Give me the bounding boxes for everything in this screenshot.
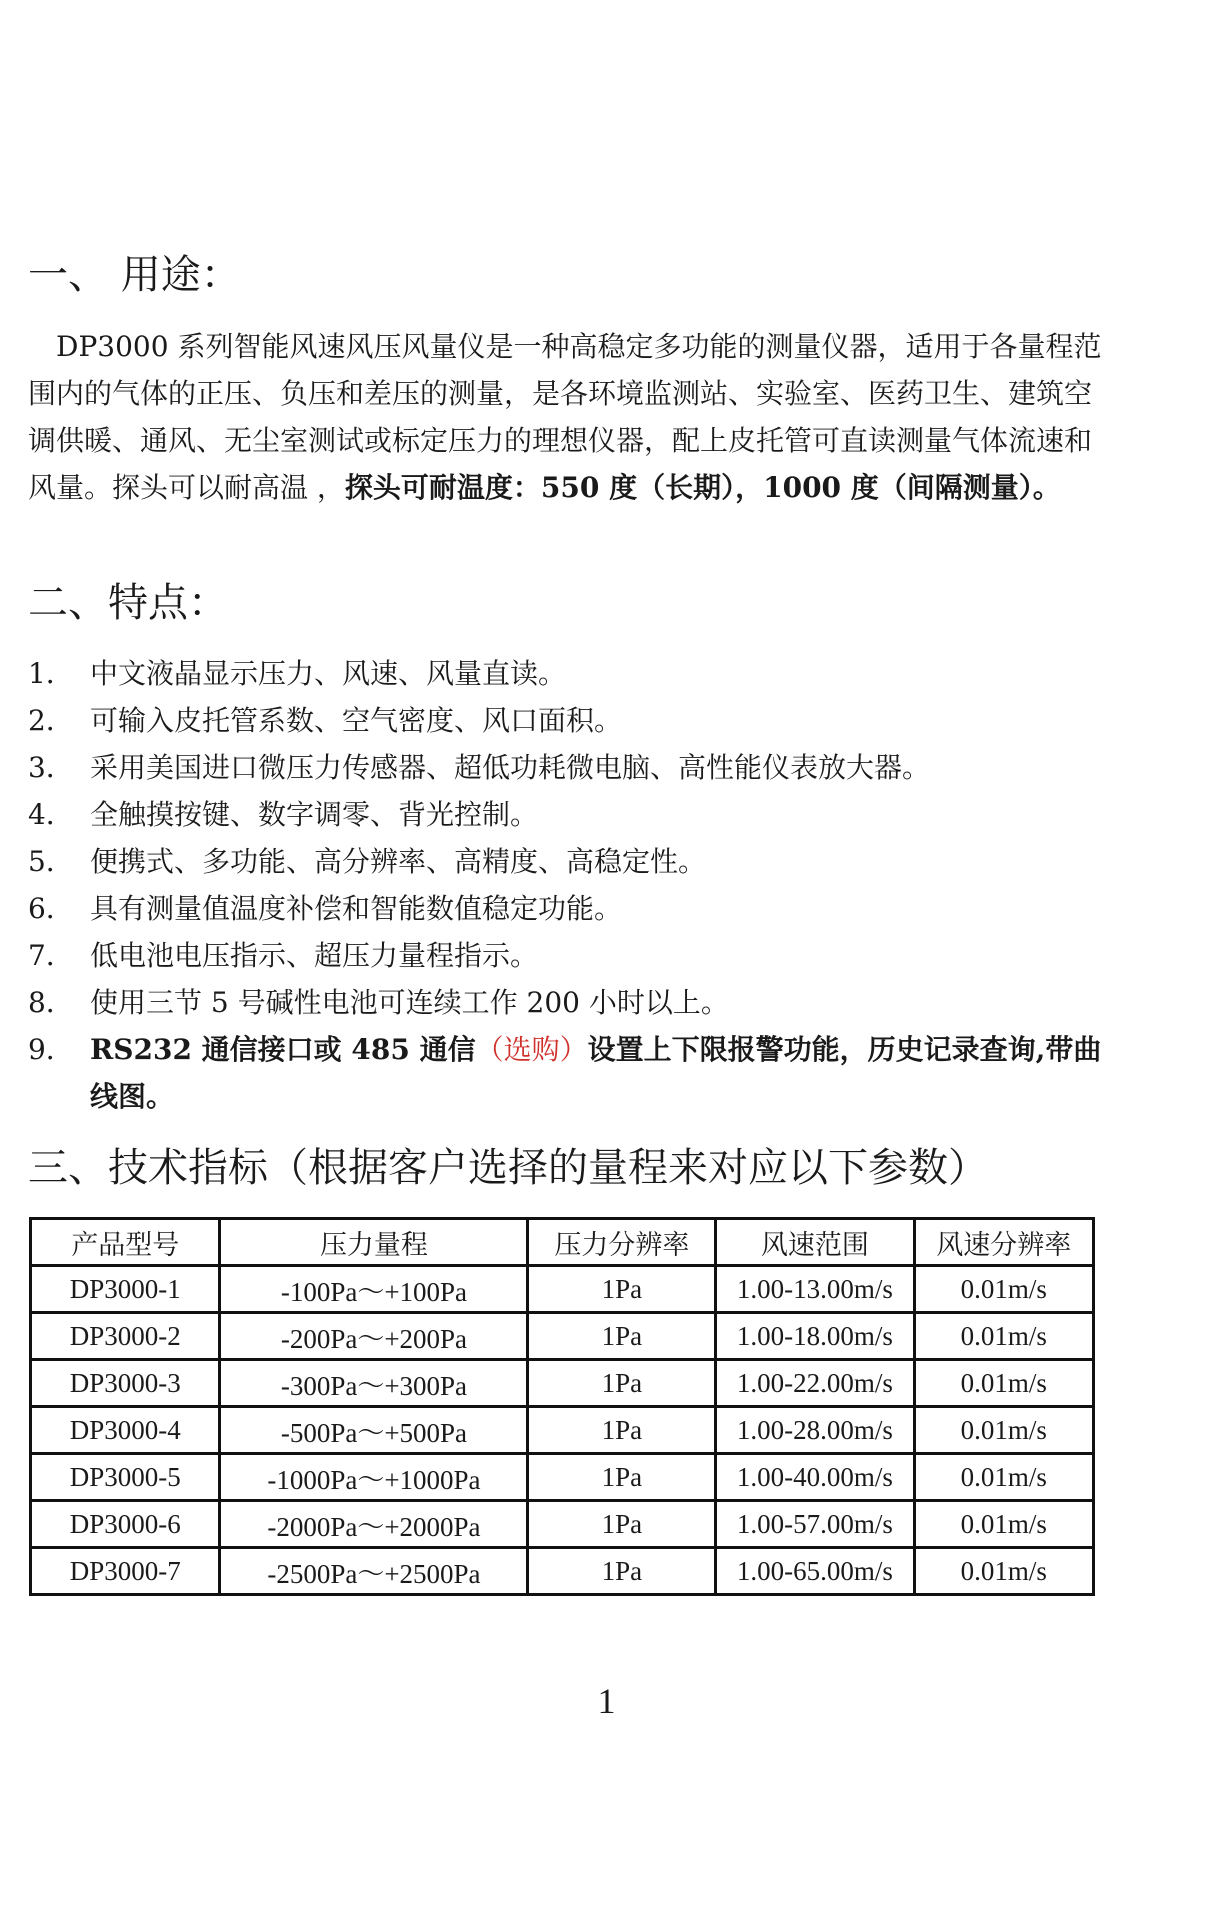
usage-paragraph xyxy=(28,323,1118,511)
item-number: 6． xyxy=(28,892,74,925)
table-row xyxy=(31,1501,1094,1548)
table-cell: -1000Pa～+1000Pa xyxy=(220,1454,528,1501)
table-cell: 1.00-18.00m/s xyxy=(716,1313,914,1360)
table-cell: 1Pa xyxy=(528,1266,716,1313)
table-cell: -2500Pa～+2500Pa xyxy=(220,1548,528,1595)
table-cell: -500Pa～+500Pa xyxy=(220,1407,528,1454)
feature-item-8 xyxy=(28,979,1118,1026)
table-cell: 1Pa xyxy=(528,1360,716,1407)
table-cell: DP3000-4 xyxy=(31,1407,220,1454)
table-cell: -2000Pa～+2000Pa xyxy=(220,1501,528,1548)
table-cell: 1Pa xyxy=(528,1454,716,1501)
table-cell: DP3000-7 xyxy=(31,1548,220,1595)
usage-bold-text: 探头可耐温度：550 度（长期），1000 度（间隔测量）。 xyxy=(344,471,1061,504)
table-row xyxy=(31,1548,1094,1595)
column-header: 产品型号 xyxy=(31,1219,220,1266)
feature-9-text-a: RS232 通信接口或 485 通信 xyxy=(90,1033,476,1066)
feature-item-4 xyxy=(28,791,1118,838)
feature-item-9 xyxy=(28,1026,1118,1120)
feature-text: 可输入皮托管系数、空气密度、风口面积。 xyxy=(90,704,623,737)
table-cell: DP3000-3 xyxy=(31,1360,220,1407)
table-cell: DP3000-6 xyxy=(31,1501,220,1548)
table-cell: 0.01m/s xyxy=(914,1454,1093,1501)
table-cell: 1.00-40.00m/s xyxy=(716,1454,914,1501)
table-cell: -300Pa～+300Pa xyxy=(220,1360,528,1407)
table-row xyxy=(31,1266,1094,1313)
feature-item-5 xyxy=(28,838,1118,885)
table-cell: 1.00-28.00m/s xyxy=(716,1407,914,1454)
table-row xyxy=(31,1360,1094,1407)
section-heading-specs: 三、技术指标（根据客户选择的量程来对应以下参数） xyxy=(28,1145,988,1191)
table-cell: 0.01m/s xyxy=(914,1548,1093,1595)
item-number: 8． xyxy=(28,986,74,1019)
table-row xyxy=(31,1454,1094,1501)
feature-item-3 xyxy=(28,744,1118,791)
feature-text: 中文液晶显示压力、风速、风量直读。 xyxy=(90,657,567,690)
feature-text: 采用美国进口微压力传感器、超低功耗微电脑、高性能仪表放大器。 xyxy=(90,751,931,784)
feature-item-1 xyxy=(28,650,1118,697)
column-header: 风速范围 xyxy=(716,1219,914,1266)
item-number: 3． xyxy=(28,751,74,784)
features-list xyxy=(28,650,1118,1120)
column-header: 压力量程 xyxy=(220,1219,528,1266)
table-cell: DP3000-1 xyxy=(31,1266,220,1313)
page-number: 1 xyxy=(597,1681,616,1721)
table-cell: 1Pa xyxy=(528,1407,716,1454)
optional-purchase-note: （选购） xyxy=(475,1033,588,1066)
table-header-row xyxy=(31,1219,1094,1266)
table-cell: DP3000-5 xyxy=(31,1454,220,1501)
table-cell: 0.01m/s xyxy=(914,1501,1093,1548)
table-cell: 1Pa xyxy=(528,1313,716,1360)
table-row xyxy=(31,1407,1094,1454)
table-cell: 1.00-57.00m/s xyxy=(716,1501,914,1548)
feature-item-7 xyxy=(28,932,1118,979)
table-cell: DP3000-2 xyxy=(31,1313,220,1360)
feature-item-6 xyxy=(28,885,1118,932)
table-cell: 1.00-13.00m/s xyxy=(716,1266,914,1313)
table-cell: 0.01m/s xyxy=(914,1360,1093,1407)
item-number: 7． xyxy=(28,939,74,972)
table-cell: 1.00-65.00m/s xyxy=(716,1548,914,1595)
table-cell: -100Pa～+100Pa xyxy=(220,1266,528,1313)
feature-text: 低电池电压指示、超压力量程指示。 xyxy=(90,939,539,972)
table-cell: 0.01m/s xyxy=(914,1313,1093,1360)
feature-text: 使用三节 5 号碱性电池可连续工作 200 小时以上。 xyxy=(90,986,729,1019)
table-row xyxy=(31,1313,1094,1360)
table-cell: -200Pa～+200Pa xyxy=(220,1313,528,1360)
spec-table xyxy=(29,1217,1095,1596)
item-number: 5． xyxy=(28,845,74,878)
table-cell: 1Pa xyxy=(528,1548,716,1595)
item-number: 9． xyxy=(28,1033,74,1066)
feature-item-2 xyxy=(28,697,1118,744)
column-header: 压力分辨率 xyxy=(528,1219,716,1266)
table-cell: 1.00-22.00m/s xyxy=(716,1360,914,1407)
feature-text: 具有测量值温度补偿和智能数值稳定功能。 xyxy=(90,892,623,925)
feature-text: 便携式、多功能、高分辨率、高精度、高稳定性。 xyxy=(90,845,707,878)
item-number: 4． xyxy=(28,798,74,831)
section-heading-usage: 一、 用途： xyxy=(28,252,241,298)
feature-9-text-b: 设置上下限报警功能，历史记录查询,带曲线图。 xyxy=(90,1033,1102,1113)
usage-text: DP3000 系列智能风速风压风量仪是一种高稳定多功能的测量仪器，适用于各量程范围内的气体的正压、负压和差压的测量，是各环境监测站、实验室、医药卫生、建筑空调供暖、通风、无尘室测试或标定压力的理想仪器，配上皮托管可直读测量气体流速和风量。探头可以耐高温 ， xyxy=(28,330,1102,504)
section-heading-features: 二、特点： xyxy=(28,580,228,626)
item-number: 2． xyxy=(28,704,74,737)
table-cell: 1Pa xyxy=(528,1501,716,1548)
feature-text: 全触摸按键、数字调零、背光控制。 xyxy=(90,798,539,831)
item-number: 1． xyxy=(28,657,74,690)
table-cell: 0.01m/s xyxy=(914,1266,1093,1313)
column-header: 风速分辨率 xyxy=(914,1219,1093,1266)
table-cell: 0.01m/s xyxy=(914,1407,1093,1454)
